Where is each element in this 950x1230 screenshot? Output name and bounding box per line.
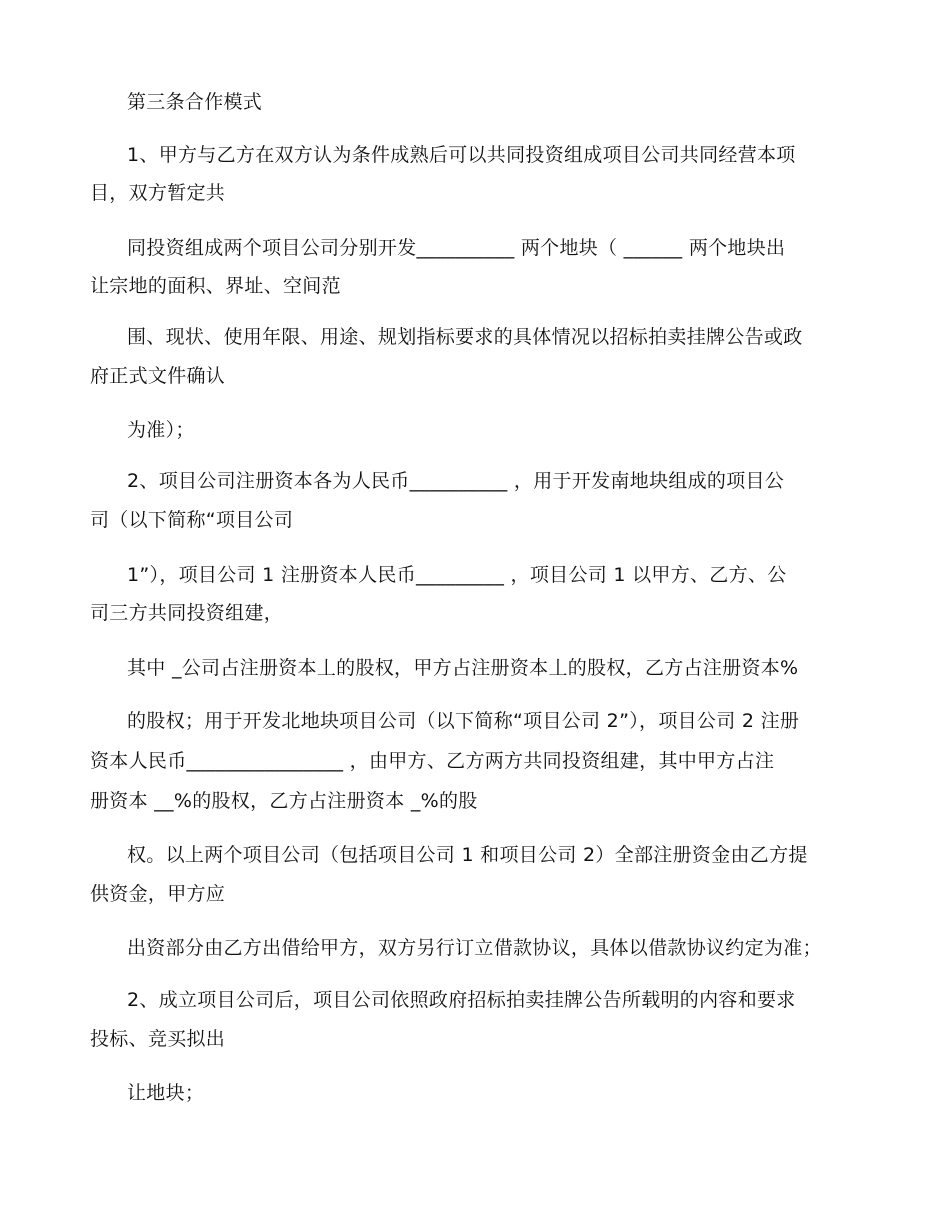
paragraph-line: 司三方共同投资组建， [90, 602, 284, 624]
paragraph-line: 2、项目公司注册资本各为人民币__________ ，用于开发南地块组成的项目公 [127, 470, 785, 492]
paragraph-line: 让地块； [127, 1082, 205, 1104]
paragraph-line: 2、成立项目公司后，项目公司依照政府招标拍卖挂牌公告所载明的内容和要求 [127, 989, 796, 1011]
paragraph-line: 为准）； [127, 419, 195, 441]
paragraph-line: 其中 _公司占注册资本丄的股权，甲方占注册资本丄的股权，乙方占注册资本% [127, 657, 799, 679]
paragraph-line: 同投资组成两个项目公司分别开发__________ 两个地块（ ______ 两个地块出 [127, 237, 786, 259]
paragraph-line: 资本人民币________________ ，由甲方、乙方两方共同投资组建，其中甲方占注 [90, 750, 775, 772]
paragraph-line: 投标、竞买拟出 [90, 1028, 226, 1050]
paragraph-line: 让宗地的面积、界址、空间范 [90, 275, 341, 297]
paragraph-line: 出资部分由乙方出借给甲方，双方另行订立借款协议，具体以借款协议约定为准； [127, 937, 822, 959]
paragraph-line: 府正式文件确认 [90, 365, 226, 387]
paragraph-line: 供资金，甲方应 [90, 883, 226, 905]
paragraph-line: 围、现状、使用年限、用途、规划指标要求的具体情况以招标拍卖挂牌公告或政 [127, 326, 803, 348]
paragraph-line: 权。以上两个项目公司（包括项目公司 1 和项目公司 2）全部注册资金由乙方提 [127, 844, 808, 866]
paragraph-line: 司（以下简称“项目公司 [90, 509, 294, 531]
paragraph-line: 目，双方暂定共 [90, 182, 226, 204]
section-heading: 第三条合作模式 [127, 91, 263, 113]
paragraph-line: 的股权；用于开发北地块项目公司（以下简称“项目公司 2”），项目公司 2 注册 [127, 710, 800, 732]
paragraph-line: 1、甲方与乙方在双方认为条件成熟后可以共同投资组成项目公司共同经营本项 [127, 144, 796, 166]
paragraph-line: 1”），项目公司 1 注册资本人民币_________ ，项目公司 1 以甲方、乙方、公 [127, 564, 787, 586]
paragraph-line: 册资本 __%的股权，乙方占注册资本 _%的股 [90, 790, 478, 812]
